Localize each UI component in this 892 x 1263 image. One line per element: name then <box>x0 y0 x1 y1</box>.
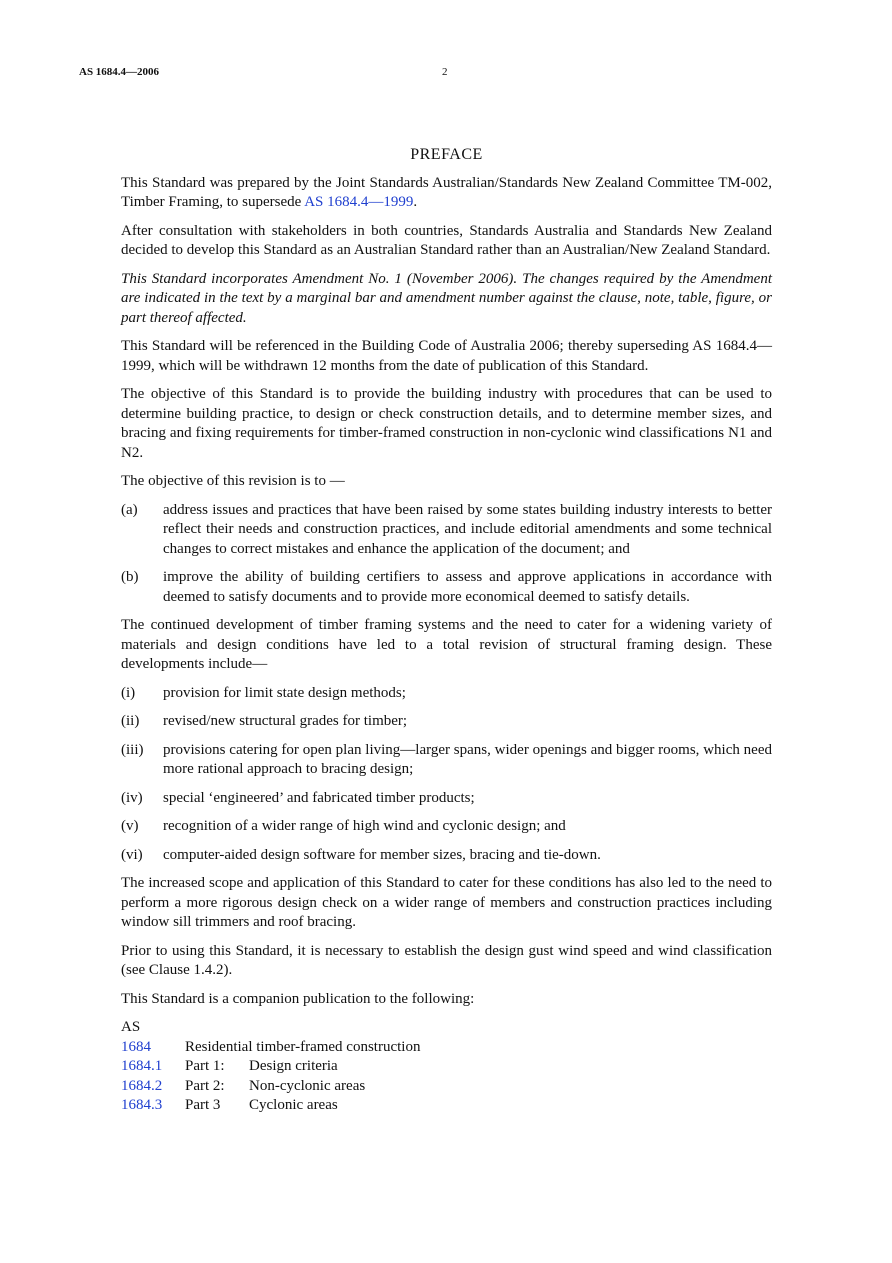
paragraph-wind-classification: Prior to using this Standard, it is necessary to establish the design gust wind speed and wind classification (see Clause 1.4.2). <box>121 942 772 978</box>
paragraph-committee-text: This Standard was prepared by the Joint Standards Australian/Standards New Zealand Committee TM-002, Timber Framing, to supersede <box>121 174 772 210</box>
list-item <box>121 817 772 837</box>
companion-row <box>121 1077 772 1097</box>
list-item <box>121 684 772 704</box>
companion-code-link[interactable]: 1684.3 <box>121 1097 163 1113</box>
list-item-text: provisions catering for open plan living—larger spans, wider openings and bigger rooms, which need more rational approach to bracing design; <box>163 741 772 777</box>
companion-title: Residential timber-framed construction <box>185 1038 421 1055</box>
companion-code-link[interactable]: 1684.2 <box>121 1077 163 1094</box>
companion-publications <box>121 1018 772 1116</box>
list-item-text: computer-aided design software for member sizes, bracing and tie-down. <box>163 846 601 863</box>
companion-title: Non-cyclonic areas <box>249 1077 366 1094</box>
paragraph-consultation: After consultation with stakeholders in both countries, Standards Australia and Standards New Zealand decided to develop this Standard as an Australian Standard rather than an Australian/New Zealand Standard. <box>121 222 772 258</box>
companion-row <box>121 1096 772 1116</box>
list-item <box>121 568 772 607</box>
companion-title: Cyclonic areas <box>249 1097 338 1113</box>
list-item <box>121 501 772 560</box>
list-marker: (a) <box>121 501 138 518</box>
list-item-text: special ‘engineered’ and fabricated timber products; <box>163 789 475 806</box>
superseded-standard-link[interactable]: AS 1684.4—1999 <box>304 194 414 210</box>
preface-title: PREFACE <box>410 146 483 163</box>
list-marker: (iv) <box>121 789 143 806</box>
companion-row <box>121 1038 772 1058</box>
running-header <box>79 66 819 84</box>
paragraph-committee <box>121 174 772 213</box>
paragraph-companion-intro: This Standard is a companion publication to the following: <box>121 990 475 1007</box>
list-item-text: address issues and practices that have been raised by some states building industry interests to better reflect their needs and construction practices, and include editorial amendments and some technical changes to correct mistakes and enhance the application of the document; and <box>163 501 772 557</box>
list-item-text: recognition of a wider range of high wind and cyclonic design; and <box>163 818 566 834</box>
list-item-text: provision for limit state design methods; <box>163 684 406 701</box>
list-marker: (v) <box>121 818 139 834</box>
companion-row <box>121 1057 772 1077</box>
paragraph-committee-end: . <box>413 194 418 210</box>
list-marker: (iii) <box>121 741 144 758</box>
companion-code-link[interactable]: 1684 <box>121 1038 151 1055</box>
objectives-list <box>121 501 772 608</box>
paragraph-scope: The increased scope and application of this Standard to cater for these conditions has also led to the need to perform a more rigorous design check on a wider range of members and construction practices including window sill trimmers and roof bracing. <box>121 875 772 930</box>
companion-part: Part 2: <box>185 1077 225 1094</box>
list-marker: (vi) <box>121 846 143 863</box>
list-item <box>121 846 772 866</box>
document-id: AS 1684.4—2006 <box>79 66 160 78</box>
companion-part: Part 1: <box>185 1058 225 1074</box>
paragraph-amendment: This Standard incorporates Amendment No. 1 (November 2006). The changes required by the Amendment are indicated in the text by a marginal bar and amendment number against the clause, note, table, figure, or part thereof affected. <box>121 270 772 326</box>
companion-series-label: AS <box>121 1019 141 1035</box>
paragraph-developments: The continued development of timber framing systems and the need to cater for a widening variety of materials and design conditions have led to a total revision of structural framing design. These developments include— <box>121 617 772 672</box>
paragraph-objective: The objective of this Standard is to provide the building industry with procedures that can be used to determine building practice, to design or check construction details, and to determine member sizes, and bracing and fixing requirements for timber-framed construction in non-cyclonic wind classifications N1 and N2. <box>121 386 772 461</box>
paragraph-revision-objective: The objective of this revision is to — <box>121 473 345 489</box>
list-item <box>121 741 772 780</box>
companion-title: Design criteria <box>249 1058 338 1074</box>
list-item <box>121 712 772 732</box>
companion-code-link[interactable]: 1684.1 <box>121 1058 163 1074</box>
list-marker: (i) <box>121 684 136 701</box>
companion-part: Part 3 <box>185 1097 221 1113</box>
paragraph-bca-reference: This Standard will be referenced in the Building Code of Australia 2006; thereby superseding AS 1684.4—1999, which will be withdrawn 12 months from the date of publication of this Standard. <box>121 338 772 374</box>
list-marker: (b) <box>121 569 139 585</box>
list-marker: (ii) <box>121 713 140 729</box>
page-number: 2 <box>442 66 448 78</box>
developments-list <box>121 684 772 866</box>
list-item <box>121 789 772 809</box>
list-item-text: revised/new structural grades for timber; <box>163 713 408 729</box>
list-item-text: improve the ability of building certifiers to assess and approve applications in accordance with deemed to satisfy documents and to provide more economical deemed to satisfy details. <box>163 569 772 605</box>
preface-section <box>121 145 772 1116</box>
